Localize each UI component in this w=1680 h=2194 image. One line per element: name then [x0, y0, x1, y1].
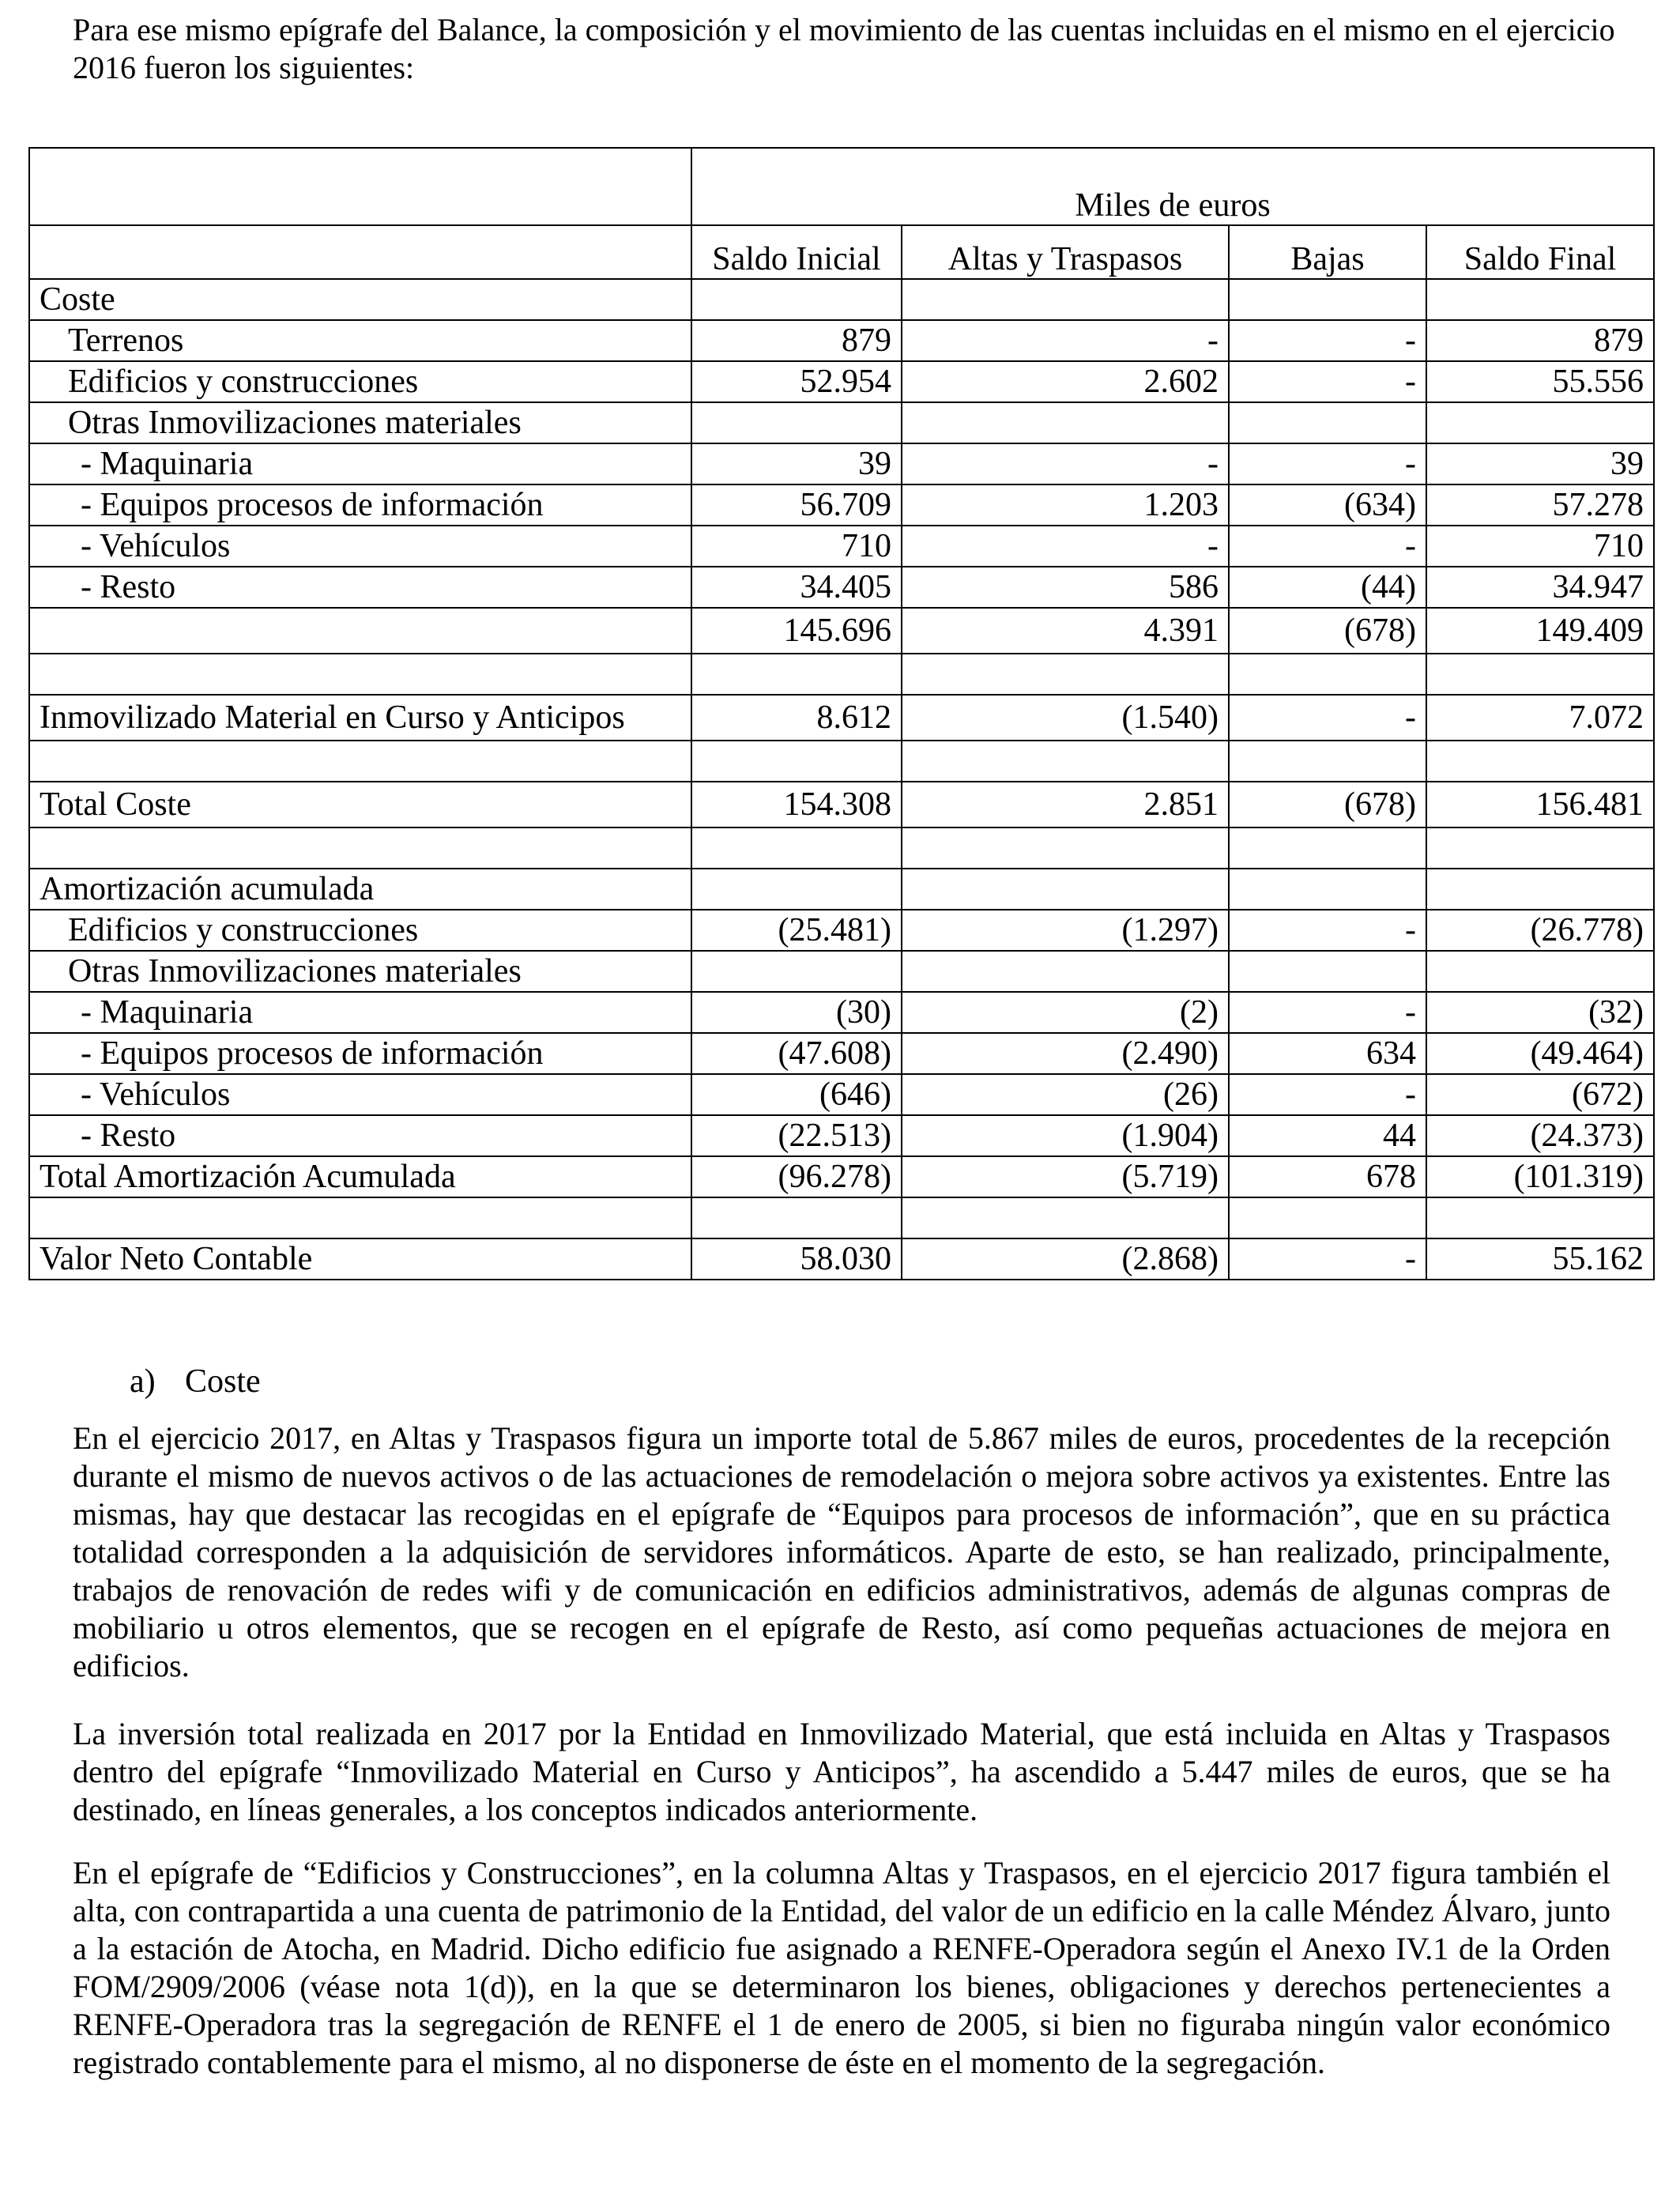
unit-header: Miles de euros	[691, 148, 1654, 225]
spacer-cell	[691, 654, 902, 695]
altas-traspasos-cell: 586	[902, 567, 1229, 608]
row-label: - Vehículos	[29, 1074, 691, 1115]
saldo-final-cell: (32)	[1426, 992, 1654, 1033]
saldo-inicial-cell: 145.696	[691, 608, 902, 654]
altas-traspasos-cell	[902, 402, 1229, 443]
saldo-inicial-cell: 58.030	[691, 1238, 902, 1280]
saldo-final-cell: (49.464)	[1426, 1033, 1654, 1074]
saldo-final-cell: 55.556	[1426, 361, 1654, 402]
table-row	[29, 1115, 1654, 1156]
saldo-final-cell	[1426, 279, 1654, 320]
altas-traspasos-cell: (26)	[902, 1074, 1229, 1115]
saldo-inicial-cell: 39	[691, 443, 902, 484]
table-spacer-row	[29, 741, 1654, 782]
table-row	[29, 484, 1654, 526]
altas-traspasos-cell: (1.540)	[902, 695, 1229, 741]
saldo-inicial-cell: 879	[691, 320, 902, 361]
table-row	[29, 1238, 1654, 1280]
table-spacer-row	[29, 1197, 1654, 1238]
bajas-cell	[1229, 402, 1426, 443]
saldo-final-cell	[1426, 402, 1654, 443]
table-row	[29, 869, 1654, 910]
row-label: Edificios y construcciones	[29, 910, 691, 951]
altas-traspasos-cell	[902, 869, 1229, 910]
saldo-final-cell	[1426, 869, 1654, 910]
spacer-cell	[902, 1197, 1229, 1238]
saldo-inicial-cell: (30)	[691, 992, 902, 1033]
table-row	[29, 992, 1654, 1033]
row-label: - Equipos procesos de información	[29, 1033, 691, 1074]
spacer-cell	[691, 1197, 902, 1238]
row-label: - Equipos procesos de información	[29, 484, 691, 526]
saldo-inicial-cell: (22.513)	[691, 1115, 902, 1156]
saldo-inicial-cell	[691, 869, 902, 910]
saldo-final-cell: 57.278	[1426, 484, 1654, 526]
paragraph-inversion-total: La inversión total realizada en 2017 por la Entidad en Inmovilizado Material, que está incluida en Altas y Traspasos dentro del epígrafe “Inmovilizado Material en Curso y Anticipos”, ha ascendido a 5.447 miles de euros, que se ha destinado, en líneas generales, a los conceptos indicados anteriormente.	[73, 1716, 1610, 1827]
spacer-cell	[902, 654, 1229, 695]
saldo-inicial-cell: 710	[691, 526, 902, 567]
saldo-final-cell: 710	[1426, 526, 1654, 567]
section-heading-coste	[130, 1363, 261, 1400]
saldo-final-cell: 55.162	[1426, 1238, 1654, 1280]
saldo-final-cell: 156.481	[1426, 782, 1654, 827]
saldo-inicial-cell: 34.405	[691, 567, 902, 608]
saldo-inicial-cell: 8.612	[691, 695, 902, 741]
saldo-inicial-cell: (25.481)	[691, 910, 902, 951]
row-label: Total Coste	[29, 782, 691, 827]
row-label: Coste	[29, 279, 691, 320]
saldo-final-cell: 34.947	[1426, 567, 1654, 608]
bajas-cell: -	[1229, 695, 1426, 741]
spacer-cell	[902, 827, 1229, 869]
saldo-final-cell: (672)	[1426, 1074, 1654, 1115]
saldo-final-cell: 39	[1426, 443, 1654, 484]
row-label: - Resto	[29, 567, 691, 608]
table-header-unit-row	[29, 148, 1654, 225]
saldo-final-cell: (101.319)	[1426, 1156, 1654, 1197]
spacer-cell	[1426, 827, 1654, 869]
table-row	[29, 951, 1654, 992]
table-spacer-row	[29, 827, 1654, 869]
row-label: - Vehículos	[29, 526, 691, 567]
bajas-cell: -	[1229, 1074, 1426, 1115]
row-label: - Maquinaria	[29, 992, 691, 1033]
bajas-cell: -	[1229, 320, 1426, 361]
intro-paragraph: Para ese mismo epígrafe del Balance, la composición y el movimiento de las cuentas incluidas en el mismo en el ejercicio 2016 fueron los siguientes:	[73, 12, 1615, 85]
altas-traspasos-cell: 1.203	[902, 484, 1229, 526]
altas-traspasos-cell: (1.297)	[902, 910, 1229, 951]
row-label: - Maquinaria	[29, 443, 691, 484]
section-title: Coste	[185, 1363, 261, 1400]
column-header-saldo-inicial: Saldo Inicial	[691, 225, 902, 279]
row-label: Otras Inmovilizaciones materiales	[29, 951, 691, 992]
header-empty-cell	[29, 225, 691, 279]
spacer-cell	[1229, 1197, 1426, 1238]
bajas-cell: (678)	[1229, 782, 1426, 827]
saldo-inicial-cell: 154.308	[691, 782, 902, 827]
spacer-cell	[29, 1197, 691, 1238]
saldo-inicial-cell: (646)	[691, 1074, 902, 1115]
saldo-final-cell: 879	[1426, 320, 1654, 361]
saldo-inicial-cell: 56.709	[691, 484, 902, 526]
saldo-final-cell	[1426, 951, 1654, 992]
saldo-inicial-cell	[691, 951, 902, 992]
spacer-cell	[902, 741, 1229, 782]
saldo-inicial-cell	[691, 279, 902, 320]
spacer-cell	[29, 654, 691, 695]
spacer-cell	[29, 741, 691, 782]
altas-traspasos-cell: 2.851	[902, 782, 1229, 827]
bajas-cell: 44	[1229, 1115, 1426, 1156]
table-row	[29, 279, 1654, 320]
bajas-cell: (634)	[1229, 484, 1426, 526]
row-label: Otras Inmovilizaciones materiales	[29, 402, 691, 443]
altas-traspasos-cell: (5.719)	[902, 1156, 1229, 1197]
row-label	[29, 608, 691, 654]
paragraph-edificios: En el epígrafe de “Edificios y Construcciones”, en la columna Altas y Traspasos, en el ejercicio 2017 figura también el alta, con contrapartida a una cuenta de patrimonio de la Entidad, del valor de un edificio en la calle Méndez Álvaro, junto a la estación de Atocha, en Madrid. Dicho edificio fue asignado a RENFE-Operadora según el Anexo IV.1 de la Orden FOM/2909/2006 (véase nota 1(d)), en la que se determinaron los bienes, obligaciones y derechos pertenecientes a RENFE-Operadora tras la segregación de RENFE el 1 de enero de 2005, si bien no figuraba ningún valor económico registrado contablemente para el mismo, al no disponerse de éste en el momento de la segregación.	[73, 1855, 1610, 2080]
bajas-cell: (678)	[1229, 608, 1426, 654]
table-row	[29, 782, 1654, 827]
table-spacer-row	[29, 654, 1654, 695]
altas-traspasos-cell	[902, 279, 1229, 320]
bajas-cell: -	[1229, 443, 1426, 484]
saldo-inicial-cell: (47.608)	[691, 1033, 902, 1074]
altas-traspasos-cell: -	[902, 320, 1229, 361]
column-header-altas-traspasos: Altas y Traspasos	[902, 225, 1229, 279]
saldo-final-cell: (24.373)	[1426, 1115, 1654, 1156]
spacer-cell	[1426, 654, 1654, 695]
saldo-inicial-cell: 52.954	[691, 361, 902, 402]
table-row	[29, 361, 1654, 402]
table-header-columns-row	[29, 225, 1654, 279]
table-row	[29, 910, 1654, 951]
bajas-cell: (44)	[1229, 567, 1426, 608]
table-row	[29, 526, 1654, 567]
table-row	[29, 443, 1654, 484]
spacer-cell	[691, 827, 902, 869]
column-header-saldo-final: Saldo Final	[1426, 225, 1654, 279]
altas-traspasos-cell	[902, 951, 1229, 992]
table-row	[29, 608, 1654, 654]
row-label: Inmovilizado Material en Curso y Anticipos	[29, 695, 691, 741]
section-marker: a)	[130, 1363, 156, 1400]
bajas-cell: -	[1229, 910, 1426, 951]
altas-traspasos-cell: (2.490)	[902, 1033, 1229, 1074]
altas-traspasos-cell: (1.904)	[902, 1115, 1229, 1156]
table-row	[29, 320, 1654, 361]
bajas-cell: 678	[1229, 1156, 1426, 1197]
row-label: Total Amortización Acumulada	[29, 1156, 691, 1197]
spacer-cell	[691, 741, 902, 782]
fixed-assets-table	[28, 147, 1655, 1280]
spacer-cell	[29, 827, 691, 869]
altas-traspasos-cell: 4.391	[902, 608, 1229, 654]
spacer-cell	[1229, 741, 1426, 782]
altas-traspasos-cell: (2.868)	[902, 1238, 1229, 1280]
altas-traspasos-cell: -	[902, 526, 1229, 567]
spacer-cell	[1229, 827, 1426, 869]
altas-traspasos-cell: -	[902, 443, 1229, 484]
bajas-cell	[1229, 279, 1426, 320]
bajas-cell	[1229, 869, 1426, 910]
saldo-inicial-cell: (96.278)	[691, 1156, 902, 1197]
saldo-final-cell: 7.072	[1426, 695, 1654, 741]
bajas-cell: 634	[1229, 1033, 1426, 1074]
table-row	[29, 402, 1654, 443]
bajas-cell: -	[1229, 361, 1426, 402]
saldo-final-cell: 149.409	[1426, 608, 1654, 654]
bajas-cell: -	[1229, 526, 1426, 567]
column-header-bajas: Bajas	[1229, 225, 1426, 279]
altas-traspasos-cell: (2)	[902, 992, 1229, 1033]
table-row	[29, 1156, 1654, 1197]
bajas-cell	[1229, 951, 1426, 992]
row-label: Edificios y construcciones	[29, 361, 691, 402]
row-label: Valor Neto Contable	[29, 1238, 691, 1280]
saldo-inicial-cell	[691, 402, 902, 443]
paragraph-altas-traspasos: En el ejercicio 2017, en Altas y Traspasos figura un importe total de 5.867 miles de euros, procedentes de la recepción durante el mismo de nuevos activos o de las actuaciones de remodelación o mejora sobre activos ya existentes. Entre las mismas, hay que destacar las recogidas en el epígrafe de “Equipos para procesos de información”, que en su práctica totalidad corresponden a la adquisición de servidores informáticos. Aparte de esto, se han realizado, principalmente, trabajos de renovación de redes wifi y de comunicación en edificios administrativos, además de algunas compras de mobiliario u otros elementos, que se recogen en el epígrafe de Resto, así como pequeñas actuaciones de mejora en edificios.	[73, 1420, 1610, 1683]
table-row	[29, 567, 1654, 608]
bajas-cell: -	[1229, 992, 1426, 1033]
bajas-cell: -	[1229, 1238, 1426, 1280]
header-empty-cell	[29, 148, 691, 225]
table-row	[29, 1074, 1654, 1115]
table-row	[29, 695, 1654, 741]
row-label: - Resto	[29, 1115, 691, 1156]
row-label: Terrenos	[29, 320, 691, 361]
spacer-cell	[1229, 654, 1426, 695]
table-row	[29, 1033, 1654, 1074]
altas-traspasos-cell: 2.602	[902, 361, 1229, 402]
spacer-cell	[1426, 1197, 1654, 1238]
spacer-cell	[1426, 741, 1654, 782]
row-label: Amortización acumulada	[29, 869, 691, 910]
saldo-final-cell: (26.778)	[1426, 910, 1654, 951]
